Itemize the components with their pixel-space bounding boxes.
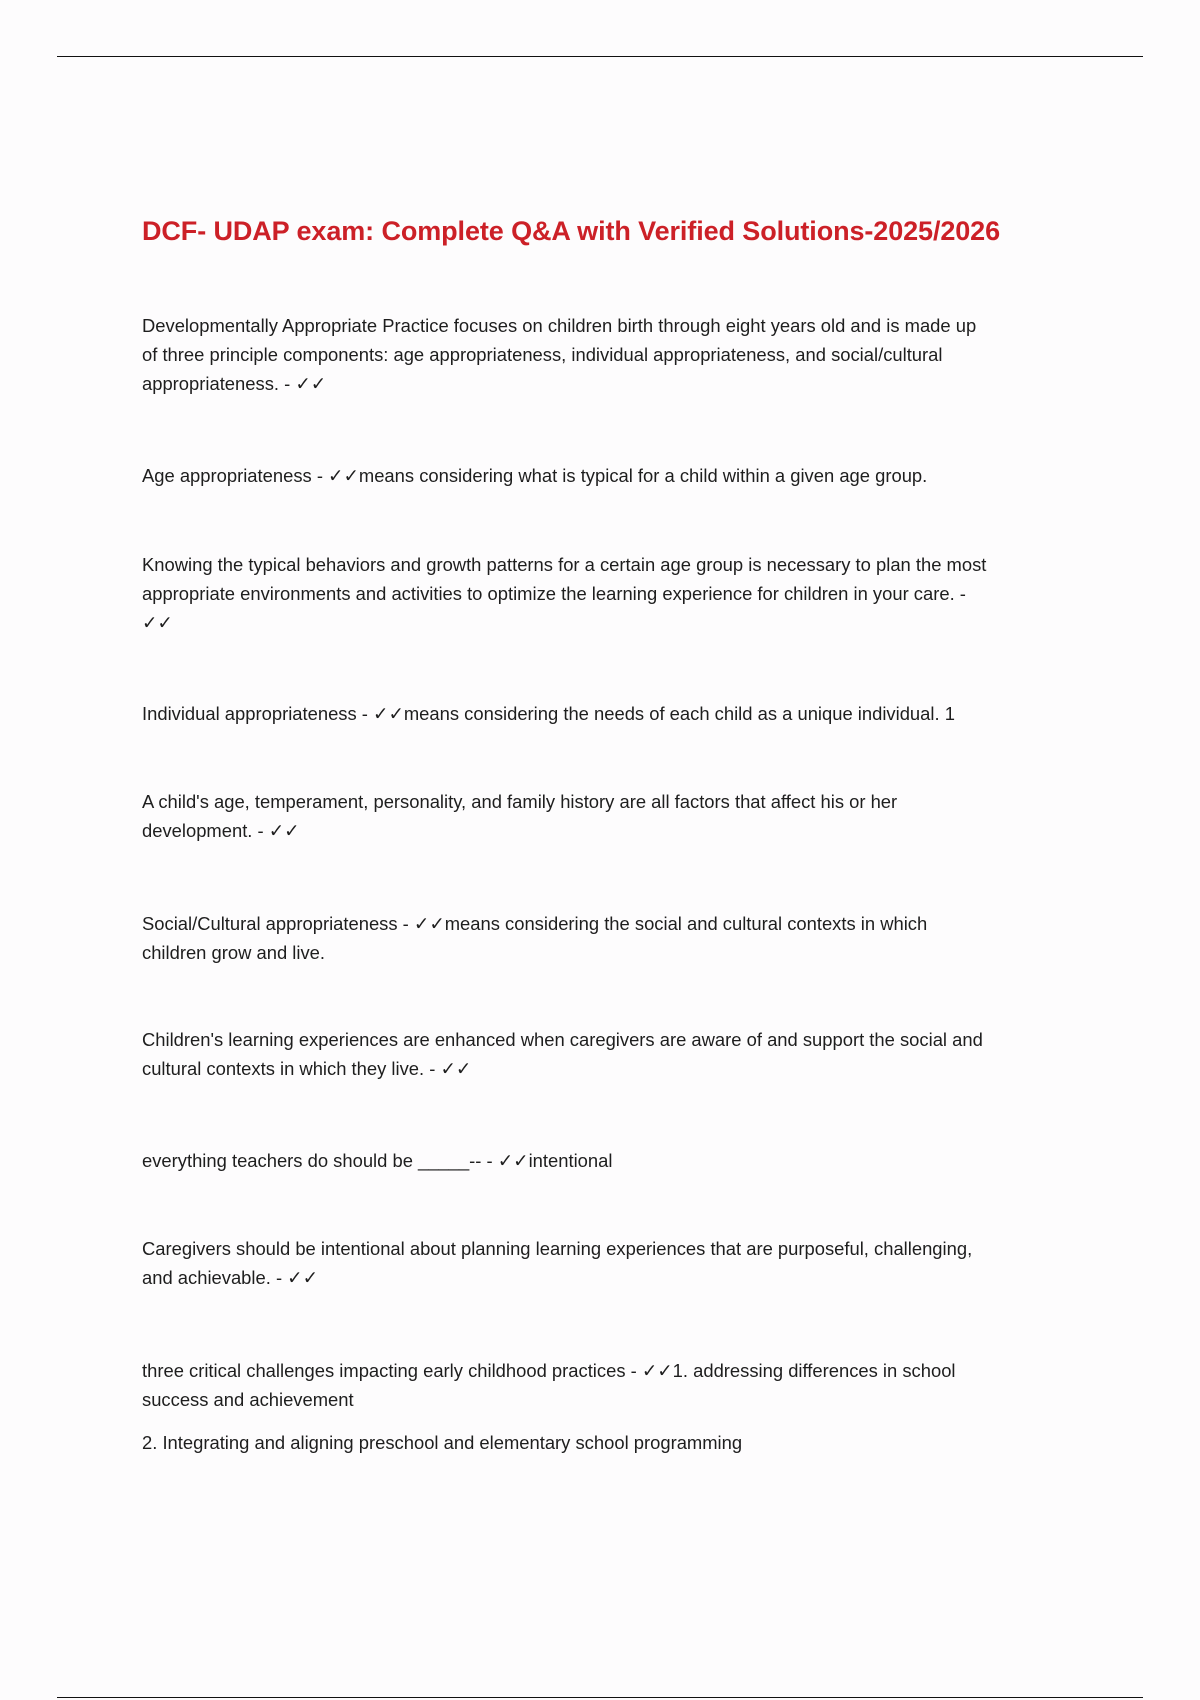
entry-line: Individual appropriateness - ✓✓means considering the needs of each child as a unique individual. 1 xyxy=(142,703,955,724)
entry-line: Age appropriateness - ✓✓means considering what is typical for a child within a given age group. xyxy=(142,465,928,486)
qa-entry xyxy=(142,1146,1062,1175)
footer-rule xyxy=(57,1697,1143,1698)
entry-line: Knowing the typical behaviors and growth patterns for a certain age group is necessary to plan the most xyxy=(142,554,987,575)
qa-entry xyxy=(142,787,1062,845)
entry-line: development. - ✓✓ xyxy=(142,820,300,841)
entry-line: three critical challenges impacting early childhood practices - ✓✓1. addressing differences in school xyxy=(142,1360,956,1381)
entry-line: A child's age, temperament, personality, and family history are all factors that affect his or her xyxy=(142,791,898,812)
header-rule xyxy=(57,56,1143,57)
qa-entry xyxy=(142,311,1062,398)
qa-entry xyxy=(142,461,1062,490)
entry-line: Developmentally Appropriate Practice focuses on children birth through eight years old and is made up xyxy=(142,315,977,336)
entry-line: Children's learning experiences are enhanced when caregivers are aware of and support the social and xyxy=(142,1029,983,1050)
entry-line: children grow and live. xyxy=(142,942,325,963)
qa-entry xyxy=(142,1356,1062,1414)
entry-line: everything teachers do should be _____-- - ✓✓intentional xyxy=(142,1150,613,1171)
qa-entry xyxy=(142,1234,1062,1292)
document-title: DCF- UDAP exam: Complete Q&A with Verified Solutions-2025/2026 xyxy=(142,216,1001,246)
entry-line: appropriateness. - ✓✓ xyxy=(142,373,327,394)
qa-entry xyxy=(142,550,1062,637)
entry-line: 2. Integrating and aligning preschool and elementary school programming xyxy=(142,1432,743,1453)
entry-line: of three principle components: age appropriateness, individual appropriateness, and social/cultural xyxy=(142,344,943,365)
qa-entry xyxy=(142,909,1062,967)
entry-line: success and achievement xyxy=(142,1389,354,1410)
entry-line: cultural contexts in which they live. - ✓✓ xyxy=(142,1058,472,1079)
entry-line: Social/Cultural appropriateness - ✓✓means considering the social and cultural contexts in which xyxy=(142,913,928,934)
entry-line: and achievable. - ✓✓ xyxy=(142,1267,318,1288)
entry-line: appropriate environments and activities to optimize the learning experience for children in your care. - xyxy=(142,583,966,604)
entry-line: ✓✓ xyxy=(142,612,173,633)
qa-entry xyxy=(142,1025,1062,1083)
qa-entry xyxy=(142,1428,1062,1457)
qa-entry xyxy=(142,699,1062,728)
entry-line: Caregivers should be intentional about planning learning experiences that are purposeful, challenging, xyxy=(142,1238,973,1259)
